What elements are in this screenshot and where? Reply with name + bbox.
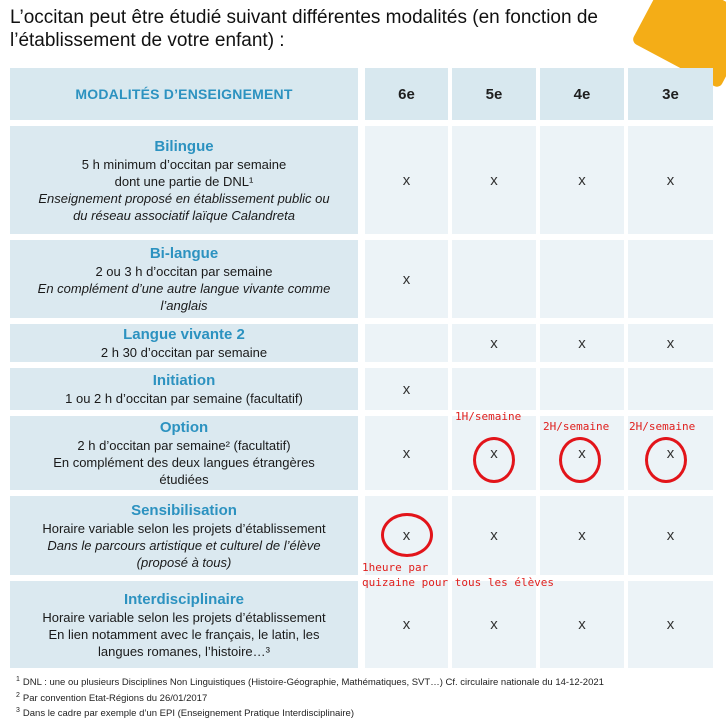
cell-langue-vivante-2-3e: x (628, 324, 713, 362)
row-description-line: 2 ou 3 h d’occitan par semaine (95, 264, 273, 279)
row-description-line: 2 h d’occitan par semaine² (facultatif) (77, 438, 291, 453)
row-description-line: 1 ou 2 h d’occitan par semaine (facultatif) (65, 391, 303, 406)
cell-initiation-6e: x (365, 368, 448, 410)
footnote-number: 1 (16, 676, 20, 683)
row-description-line: En complément des deux langues étrangères (53, 455, 315, 470)
row-description-line: En complément d’une autre langue vivante comme (37, 281, 331, 296)
cell-initiation-5e (452, 368, 536, 410)
row-label-sensibilisation (10, 496, 358, 575)
circle-option-3e (645, 437, 687, 483)
cell-langue-vivante-2-6e (365, 324, 448, 362)
row-description-line: langues romanes, l’histoire…³ (98, 643, 270, 659)
header-grade-4e: 4e (540, 68, 624, 120)
cell-interdisciplinaire-5e: x (452, 581, 536, 668)
cell-sensibilisation-3e: x (628, 496, 713, 575)
row-description-line: Enseignement proposé en établissement public ou (38, 190, 330, 206)
cell-bilingue-3e: x (628, 126, 713, 234)
cell-bi-langue-5e (452, 240, 536, 318)
annotation-option-3e: 2H/semaine (629, 420, 696, 433)
cell-option-5e: x (452, 416, 536, 490)
row-description-line: Horaire variable selon les projets d’établissement (42, 520, 326, 536)
footnote-3 (16, 707, 354, 719)
header-grade-5e: 5e (452, 68, 536, 120)
cell-bilingue-5e: x (452, 126, 536, 234)
header-grade-6e: 6e (365, 68, 448, 120)
header-label: MODALITÉS D’ENSEIGNEMENT (10, 68, 358, 120)
footnote-number: 3 (16, 707, 20, 714)
row-description-line: Horaire variable selon les projets d’établissement (42, 609, 326, 625)
cell-option-4e: x (540, 416, 624, 490)
cell-interdisciplinaire-3e: x (628, 581, 713, 668)
cell-initiation-4e (540, 368, 624, 410)
circle-option-5e (473, 437, 515, 483)
annotation-sensibilisation-6e: 1heure par (362, 561, 429, 574)
row-title: Interdisciplinaire (123, 590, 245, 608)
cell-sensibilisation-5e: x (452, 496, 536, 575)
cell-bilingue-4e: x (540, 126, 624, 234)
footnote-number: 2 (16, 692, 20, 699)
header-grade-3e: 3e (628, 68, 713, 120)
cell-langue-vivante-2-4e: x (540, 324, 624, 362)
row-label-option (10, 416, 358, 490)
footnote-text: Dans le cadre par exemple d’un EPI (Enseignement Pratique Interdisciplinaire) (22, 708, 354, 720)
annotation-sensibilisation-6e-2: quizaine pour tous les élèves (362, 576, 555, 589)
footnote-2 (16, 692, 207, 704)
cell-bi-langue-3e (628, 240, 713, 318)
row-label-bilingue (10, 126, 358, 234)
row-label-langue-vivante-2 (10, 324, 358, 362)
footnote-text: Par convention Etat-Régions du 26/01/2017 (22, 693, 208, 705)
row-label-interdisciplinaire (10, 581, 358, 668)
cell-initiation-3e (628, 368, 713, 410)
row-description-line: En lien notamment avec le français, le latin, les (48, 626, 320, 642)
row-description-line: 5 h minimum d’occitan par semaine (81, 156, 287, 172)
cell-sensibilisation-4e: x (540, 496, 624, 575)
cell-bilingue-6e: x (365, 126, 448, 234)
cell-interdisciplinaire-4e: x (540, 581, 624, 668)
cell-langue-vivante-2-5e: x (452, 324, 536, 362)
circle-option-4e (559, 437, 601, 483)
row-description-line: (proposé à tous) (136, 554, 232, 570)
footnote-1 (16, 676, 604, 688)
cell-sensibilisation-6e: x (365, 496, 448, 575)
row-description-line: dont une partie de DNL¹ (114, 173, 254, 189)
cell-bi-langue-4e (540, 240, 624, 318)
row-description-line: l’anglais (160, 298, 208, 313)
footnote-text: DNL : une ou plusieurs Disciplines Non Linguistiques (Histoire-Géographie, Mathématiques, SVT…) Cf. circulaire nationale du 14-12-2021 (22, 677, 604, 689)
row-title: Option (159, 419, 209, 436)
row-description-line: étudiées (159, 472, 209, 487)
row-title: Initiation (152, 372, 216, 389)
annotation-option-4e: 2H/semaine (543, 420, 610, 433)
cell-interdisciplinaire-6e: x (365, 581, 448, 668)
row-description-line: Dans le parcours artistique et culturel de l’élève (47, 537, 321, 553)
cell-option-6e: x (365, 416, 448, 490)
row-label-initiation (10, 368, 358, 410)
annotation-option-5e: 1H/semaine (455, 410, 522, 423)
cell-option-3e: x (628, 416, 713, 490)
circle-sensibilisation-6e (381, 513, 433, 557)
row-description-line: 2 h 30 d’occitan par semaine (100, 345, 268, 360)
row-description-line: du réseau associatif laïque Calandreta (73, 207, 295, 223)
intro-text: L’occitan peut être étudié suivant différentes modalités (en fonction de l’établissement de votre enfant) : (10, 7, 598, 51)
row-title: Bilingue (154, 137, 214, 155)
row-label-bi-langue (10, 240, 358, 318)
row-title: Sensibilisation (131, 501, 237, 519)
cell-bi-langue-6e: x (365, 240, 448, 318)
row-title: Langue vivante 2 (123, 326, 245, 343)
row-title: Bi-langue (149, 245, 219, 262)
